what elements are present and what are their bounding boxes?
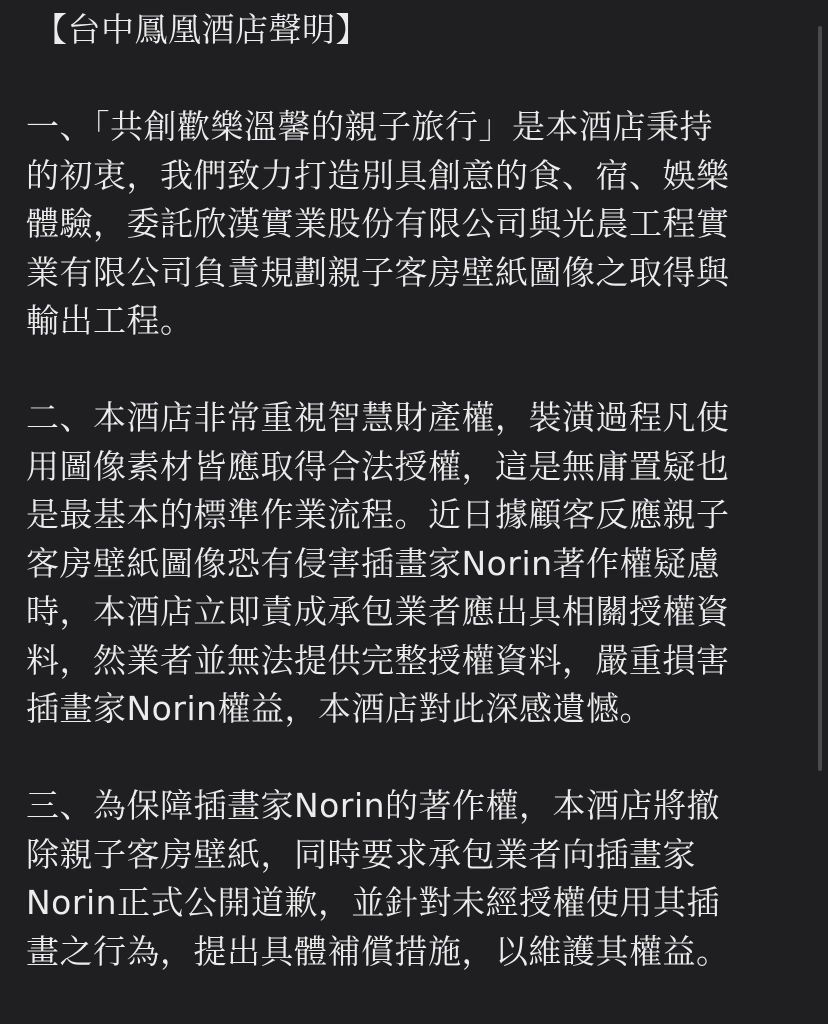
paragraph-1 xyxy=(26,55,796,346)
paragraph-line: 是最基本的標準作業流程。近日據顧客反應親子 xyxy=(26,495,730,534)
paragraph-line: 畫之行為，提出具體補償措施，以維護其權益。 xyxy=(26,931,730,971)
paragraph-line: Norin正式公開道歉，並針對未經授權使用其插 xyxy=(26,883,721,922)
paragraph-line: 的初衷，我們致力打造別具創意的食、宿、娛樂 xyxy=(26,155,730,195)
paragraph-line: 輸出工程。 xyxy=(26,301,194,340)
paragraph-line: 時，本酒店立即責成承包業者應出具相關授權資 xyxy=(26,592,730,631)
scrollbar[interactable] xyxy=(818,26,822,771)
paragraph-line: 二、本酒店非常重視智慧財產權，裝潢過程凡使 xyxy=(26,398,730,437)
paragraph-line: 業有限公司負責規劃親子客房壁紙圖像之取得與 xyxy=(26,252,730,292)
statement-body xyxy=(26,6,796,976)
paragraph-line: 除親子客房壁紙，同時要求承包業者向插畫家 xyxy=(26,834,696,874)
paragraph-line: 料，然業者並無法提供完整授權資料，嚴重損害 xyxy=(26,640,730,680)
paragraph-line: 體驗，委託欣漢實業股份有限公司與光晨工程實 xyxy=(26,204,730,243)
paragraph-line: 三、為保障插畫家Norin的著作權，本酒店將撤 xyxy=(26,786,721,825)
paragraph-2 xyxy=(26,346,796,734)
paragraph-3 xyxy=(26,734,796,977)
paragraph-line: 客房壁紙圖像恐有侵害插畫家Norin著作權疑慮 xyxy=(26,543,721,583)
paragraph-line: 一、「共創歡樂溫馨的親子旅行」是本酒店秉持 xyxy=(26,107,713,146)
statement-title: 【台中鳳凰酒店聲明】 xyxy=(34,10,369,49)
paragraph-line: 插畫家Norin權益，本酒店對此深感遺憾。 xyxy=(26,689,654,728)
paragraph-line: 用圖像素材皆應取得合法授權，這是無庸置疑也 xyxy=(26,446,730,486)
